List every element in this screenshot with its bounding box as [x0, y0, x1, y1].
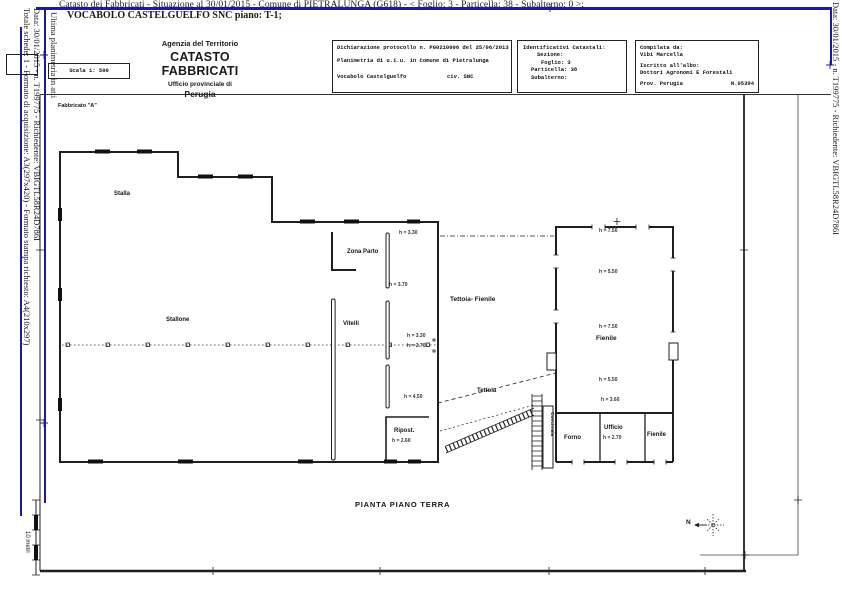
compilata-albo-value: Dottori Agronomi E Forestali: [640, 69, 733, 77]
compilata-label: Compilata da:: [640, 44, 683, 51]
label-fienile-grande: Fienile: [596, 335, 617, 342]
height-fienile-3: h = 7.50: [599, 324, 618, 330]
height-tettoia: h = 4.50: [404, 394, 423, 400]
height-fienile-5: h = 3.60: [601, 397, 620, 403]
compilata-number: N.05394: [730, 79, 754, 87]
scale-value: Scala 1: 500: [69, 67, 109, 74]
catastali-foglio: Foglio: 3: [541, 58, 571, 66]
height-zona-parto: h = 3.30: [399, 230, 418, 236]
scale-bar-label: 10 metri: [24, 531, 30, 553]
agency-block: [130, 39, 270, 99]
stamp-box: [6, 54, 38, 75]
compilata-prov: Prov. Perugia: [640, 79, 683, 87]
compilata-name: Vibi Marcella: [640, 51, 683, 59]
compass-north-label: N: [686, 519, 691, 526]
declaration-civico: civ. SNC: [447, 72, 474, 80]
catastali-particella: Particella: 38: [531, 66, 578, 74]
catastali-box: [517, 40, 627, 93]
height-stallone: h = 3.70: [389, 282, 408, 288]
label-fienile-piccolo: Fienile: [647, 432, 667, 438]
plan-title: PIANTA PIANO TERRA: [355, 500, 451, 509]
agency-city: Perugia: [184, 89, 216, 99]
height-vitelli-2: h = 2.70: [407, 343, 426, 349]
margin-right-data-richiedente: Data: 30/01/2015 - n. T199775 - Richiedente: VBIGTL58R24D786I: [831, 2, 841, 235]
agency-office: Ufficio provinciale di: [168, 81, 232, 88]
declaration-protocol: Dichiarazione protocollo n. PG0210006 del 25/06/2013: [337, 44, 509, 51]
height-fienile-2: h = 5.50: [599, 269, 618, 275]
label-concimaia: Concimaia: [548, 412, 554, 437]
margin-left-ultima-planimetria: Ultima planimetria in atti: [49, 12, 59, 99]
label-tettoia: Tettoia: [477, 388, 497, 394]
label-stallone: Stallone: [166, 317, 190, 323]
margin-left-totale-schede: Totale schede: 1 - Formato di acquisizione: A3(297x420) - Formato stampa richiesto: A4(210x297): [22, 8, 32, 346]
compilata-box: [635, 40, 759, 93]
scale-box: [48, 63, 130, 79]
header-line1: Catasto dei Fabbricati - Situazione al 30/01/2015 - Comune di PIETRALUNGA (G618) - < Foglio: 3 - Particella: 38 - Subalterno: 0 >;: [59, 0, 585, 10]
height-ufficio: h = 2.70: [603, 435, 622, 441]
label-ufficio: Ufficio: [604, 425, 623, 431]
label-vitelli: Vitelli: [343, 321, 359, 327]
compilata-albo-label: Iscritto all'albo:: [640, 61, 700, 69]
height-ripostiglio: h = 2.60: [392, 438, 411, 444]
label-zona-parto: Zona Parto: [347, 249, 379, 255]
catastali-title: Identificativi Catastali:: [523, 44, 606, 51]
catastali-sezione: Sezione:: [537, 51, 564, 59]
header-line2: VOCABOLO CASTELGUELFO SNC piano: T-1;: [67, 10, 282, 21]
height-fienile-1: h = 7.50: [599, 228, 618, 234]
catastali-subalterno: Subalterno:: [531, 73, 568, 81]
declaration-planimetria: Planimetria di u.i.u. in Comune di Pietralunga: [337, 57, 489, 65]
height-vitelli-1: h = 3.30: [407, 333, 426, 339]
label-stalla: Stalla: [114, 191, 131, 197]
height-fienile-4: h = 5.50: [599, 377, 618, 383]
label-forno: Forno: [564, 435, 581, 441]
declaration-vocabolo: Vocabolo Castelguelfo: [337, 72, 407, 80]
margin-left-data-richiedente: Data: 30/01/2015 - n. T199775 - Richiedente: VBIGTL58R24D786I: [32, 8, 42, 241]
label-ripostiglio: Ripost.: [394, 428, 415, 434]
agency-name: Agenzia del Territorio: [161, 39, 239, 48]
agency-title: CATASTO FABBRICATI: [161, 50, 239, 78]
declaration-box: [332, 40, 512, 93]
label-tettoia-fienile: Tettoia- Fienile: [450, 296, 496, 303]
label-fabbricato-a: Fabbricato "A": [58, 103, 97, 109]
